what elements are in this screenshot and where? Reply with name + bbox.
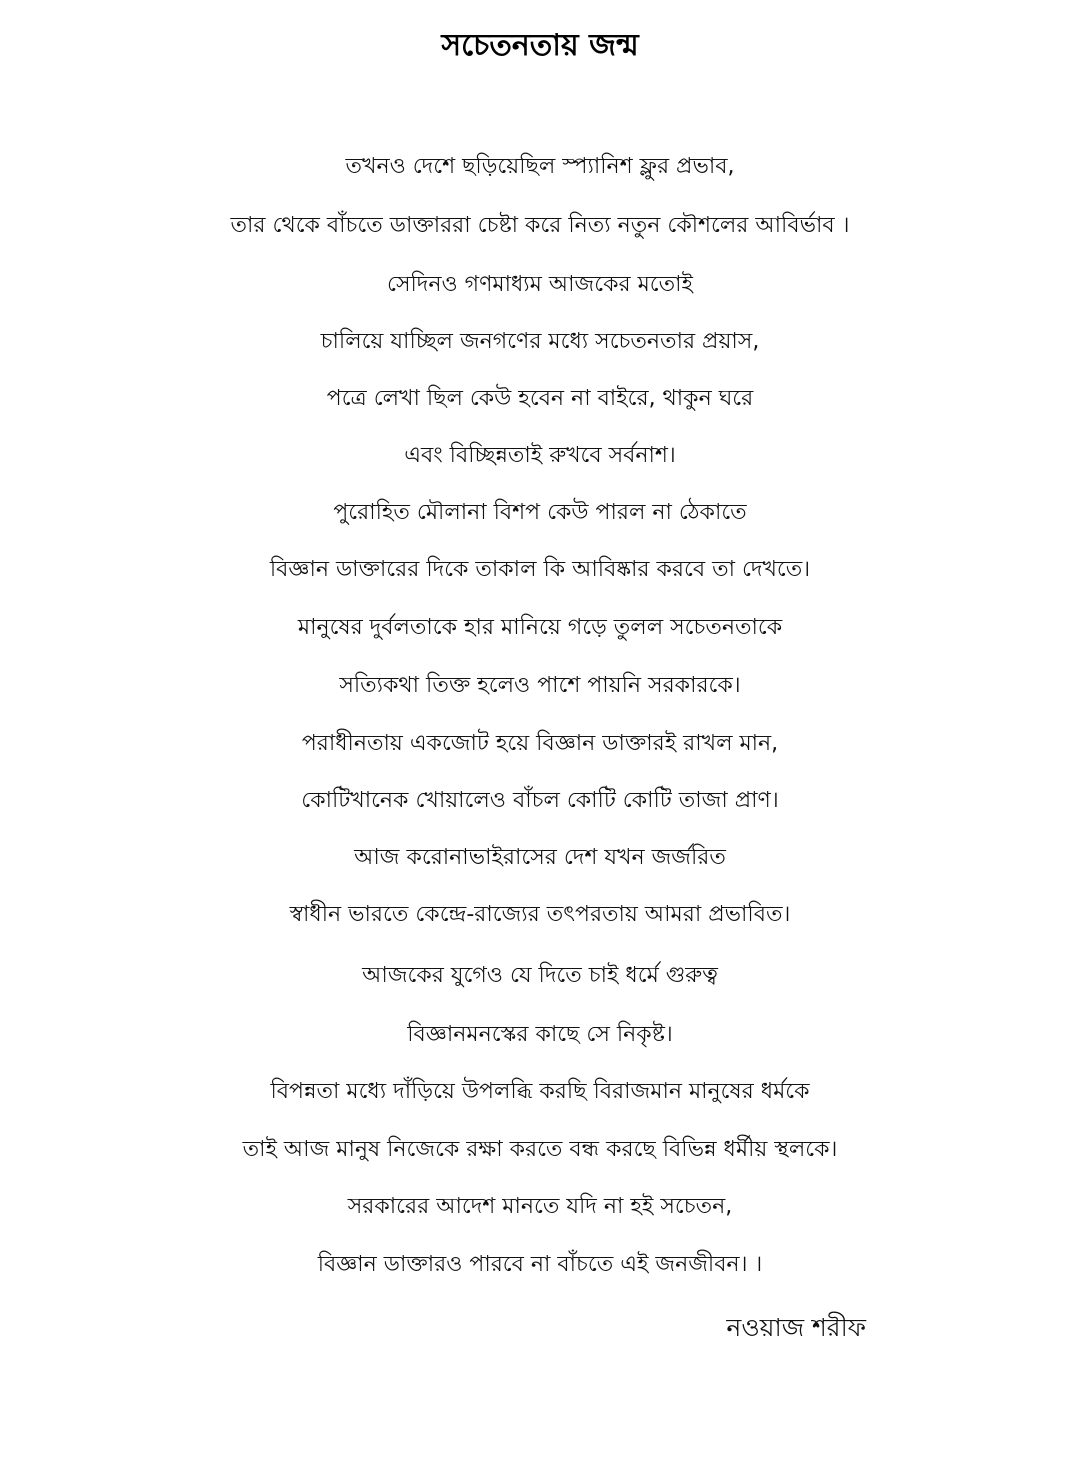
poem-line: পত্রে লেখা ছিল কেউ হবেন না বাইরে, থাকুন ঘরে xyxy=(326,386,754,411)
poem-line: সরকারের আদেশ মানতে যদি না হই সচেতন, xyxy=(347,1194,733,1219)
poem-line: সত্যিকথা তিক্ত হলেও পাশে পায়নি সরকারকে। xyxy=(339,673,741,698)
poem-line: বিজ্ঞান ডাক্তারও পারবে না বাঁচতে এই জনজীবন। । xyxy=(317,1252,763,1277)
poem-line: স্বাধীন ভারতে কেন্দ্রে-রাজ্যের তৎপরতায় আমরা প্রভাবিত। xyxy=(289,902,791,927)
poem-line: চালিয়ে যাচ্ছিল জনগণের মধ্যে সচেতনতার প্রয়াস, xyxy=(320,329,760,354)
poem-line: এবং বিচ্ছিন্নতাই রুখবে সর্বনাশ। xyxy=(404,443,676,468)
poem-line: তাই আজ মানুষ নিজেকে রক্ষা করতে বন্ধ করছে বিভিন্ন ধর্মীয় স্থলকে। xyxy=(242,1137,838,1162)
poem-line: বিপন্নতা মধ্যে দাঁড়িয়ে উপলব্ধি করছি বিরাজমান মানুষের ধর্মকে xyxy=(270,1079,810,1104)
poem-line: মানুষের দুর্বলতাকে হার মানিয়ে গড়ে তুলল সচেতনতাকে xyxy=(297,615,783,640)
poem-line: বিজ্ঞান ডাক্তারের দিকে তাকাল কি আবিষ্কার করবে তা দেখতে। xyxy=(269,557,811,582)
poem-title: সচেতনতায় জন্ম xyxy=(441,28,639,63)
poem-line: তখনও দেশে ছড়িয়েছিল স্প্যানিশ ফ্লুর প্রভাব, xyxy=(345,154,735,179)
poem-line: পরাধীনতায় একজোট হয়ে বিজ্ঞান ডাক্তারই রাখল মান, xyxy=(301,731,779,756)
poem-author: নওয়াজ শরীফ xyxy=(726,1313,866,1342)
poem-line: আজ করোনাভাইরাসের দেশ যখন জর্জরিত xyxy=(354,845,726,870)
poem-line: তার থেকে বাঁচতে ডাক্তাররা চেষ্টা করে নিত্য নতুন কৌশলের আবির্ভাব । xyxy=(230,213,850,238)
poem-line: কোটিখানেক খোয়ালেও বাঁচল কোটি কোটি তাজা প্রাণ। xyxy=(301,788,779,813)
poem-line: সেদিনও গণমাধ্যম আজকের মতোই xyxy=(387,272,693,297)
poem-line: পুরোহিত মৌলানা বিশপ কেউ পারল না ঠেকাতে xyxy=(333,500,747,525)
poem-line: বিজ্ঞানমনস্কের কাছে সে নিকৃষ্ট। xyxy=(407,1022,673,1047)
poem-line: আজকের যুগেও যে দিতে চাই ধর্মে গুরুত্ব xyxy=(362,963,718,988)
